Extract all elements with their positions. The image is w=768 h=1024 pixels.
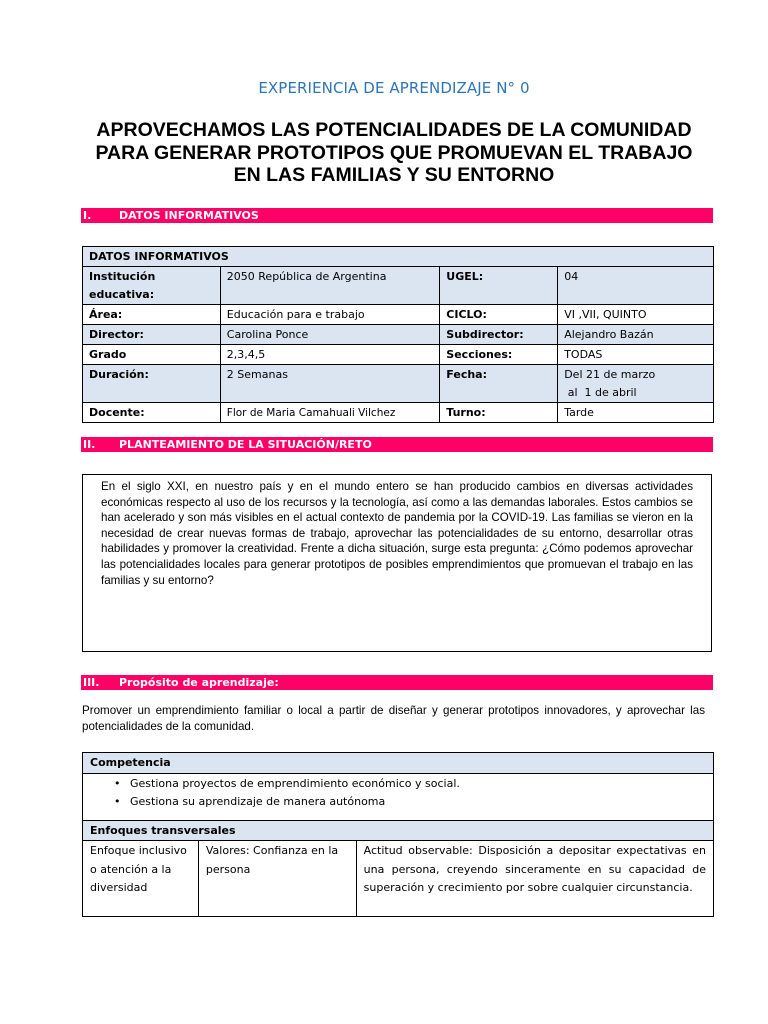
datos-informativos-table (82, 246, 714, 423)
main-title-line: PARA GENERAR PROTOTIPOS QUE PROMUEVAN EL TRABAJO (95, 141, 693, 164)
section-number: I. (83, 209, 92, 222)
list-item: • Gestiona su aprendizaje de manera autónoma (114, 793, 706, 812)
table-row (83, 267, 714, 305)
competencia-header: Competencia (83, 753, 714, 774)
valores-cell: Valores: Confianza en la persona (198, 841, 356, 917)
table-row (83, 365, 714, 403)
institucion-value: 2050 República de Argentina (220, 267, 440, 305)
ugel-value: 04 (558, 267, 714, 305)
turno-value: Tarde (558, 403, 714, 423)
director-label: Director: (83, 325, 221, 345)
competencia-list-cell (83, 773, 714, 820)
section-bar-datos-informativos (81, 208, 713, 223)
main-title-line: APROVECHAMOS LAS POTENCIALIDADES DE LA COMUNIDAD (96, 119, 692, 141)
situacion-text: En el siglo XXI, en nuestro país y en el mundo entero se han producido cambios en diversas actividades económicas respecto al uso de los recursos y la tecnología, así como a las demandas laborales. Estos cambios se han acelerado y son más visibles en el actual contexto de pandemia por la COVID-19. Las familias se vieron en la necesidad de crear nuevas formas de trabajo, aprovechar las potencialidades de su entorno, desarrollar otras habilidades y promover la creatividad. Frente a dicha situación, surge esta pregunta: ¿Cómo podemos aprovechar las potencialidades locales para generar prototipos de posibles emprendimientos que promuevan el trabajo en las familias y su entorno? (101, 480, 693, 587)
fecha-line: al 1 de abril (564, 386, 637, 399)
table-row (83, 753, 714, 774)
secciones-label: Secciones: (440, 345, 558, 365)
secciones-value: TODAS (558, 345, 714, 365)
section-title: Propósito de aprendizaje: (119, 676, 279, 689)
main-title (60, 119, 728, 187)
section-bar-proposito (81, 675, 713, 690)
section-title: PLANTEAMIENTO DE LA SITUACIÓN/RETO (119, 438, 372, 451)
table-row (83, 841, 714, 917)
competencia-list (90, 775, 706, 812)
fecha-label: Fecha: (440, 365, 558, 403)
subdirector-value: Alejandro Bazán (558, 325, 714, 345)
experience-title: EXPERIENCIA DE APRENDIZAJE N° 0 (258, 79, 530, 97)
actitud-cell: Actitud observable: Disposición a depositar expectativas en una persona, creyendo sinceramente en su capacidad de superación y crecimiento por sobre cualquier circunstancia. (356, 841, 713, 917)
duracion-value: 2 Semanas (220, 365, 440, 403)
table-row (83, 820, 714, 841)
fecha-line: Del 21 de marzo (564, 368, 656, 381)
table-row (83, 403, 714, 423)
ciclo-label: CICLO: (440, 305, 558, 325)
grado-label: Grado (83, 345, 221, 365)
proposito-text: Promover un emprendimiento familiar o local a partir de diseñar y generar prototipos innovadores, y aprovechar las potencialidades de la comunidad. (82, 704, 705, 733)
list-item: • Gestiona proyectos de emprendimiento económico y social. (114, 775, 706, 794)
section-title: DATOS INFORMATIVOS (119, 209, 259, 222)
area-label: Área: (83, 305, 221, 325)
fecha-value (558, 365, 714, 403)
enfoques-header: Enfoques transversales (83, 820, 714, 841)
situacion-reto-box (82, 474, 712, 652)
table-row (83, 325, 714, 345)
competencias-table (82, 752, 714, 917)
table-row (83, 247, 714, 267)
subdirector-label: Subdirector: (440, 325, 558, 345)
section-number: III. (83, 676, 100, 689)
table-row (83, 773, 714, 820)
ciclo-value: VI ,VII, QUINTO (558, 305, 714, 325)
table-row (83, 305, 714, 325)
institucion-label: Institución educativa: (83, 267, 221, 305)
table-header: DATOS INFORMATIVOS (83, 247, 714, 267)
main-title-line: EN LAS FAMILIAS Y SU ENTORNO (233, 164, 555, 186)
docente-value: Flor de Maria Camahuali Vilchez (220, 403, 440, 423)
turno-label: Turno: (440, 403, 558, 423)
enfoque-cell: Enfoque inclusivo o atención a la diversidad (83, 841, 199, 917)
ugel-label: UGEL: (440, 267, 558, 305)
grado-value: 2,3,4,5 (220, 345, 440, 365)
section-bar-situacion-reto (81, 437, 713, 452)
table-row (83, 345, 714, 365)
area-value: Educación para e trabajo (220, 305, 440, 325)
docente-label: Docente: (83, 403, 221, 423)
section-number: II. (83, 438, 96, 451)
director-value: Carolina Ponce (220, 325, 440, 345)
duracion-label: Duración: (83, 365, 221, 403)
